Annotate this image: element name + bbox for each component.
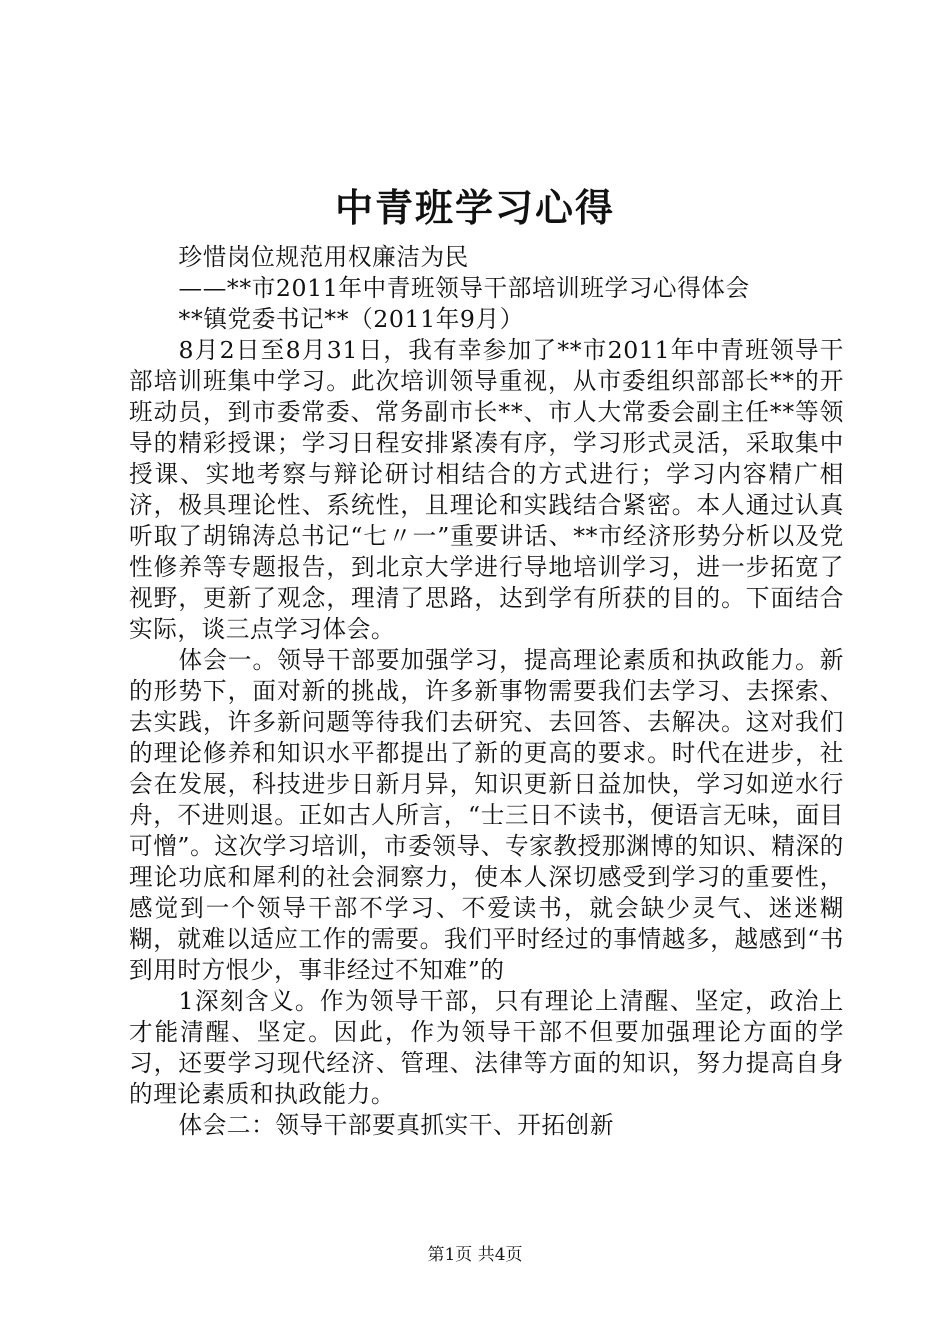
- author-line: **镇党委书记**（2011年9月）: [178, 305, 524, 333]
- paragraph-continuation: 1深刻含义。作为领导干部，只有理论上清醒、坚定，政治上才能清醒、坚定。因此，作为领导干部不但要加强理论方面的学习，还要学习现代经济、管理、法律等方面的知识，努力提高自身的理论素质和执政能力。: [129, 987, 844, 1108]
- paragraph-insight-one: 体会一。领导干部要加强学习，提高理论素质和执政能力。新的形势下，面对新的挑战，许多新事物需要我们去学习、去探索、去实践，许多新问题等待我们去研究、去回答、去解决。这对我们的理论修养和知识水平都提出了新的更高的要求。时代在进步，社会在发展，科技进步日新月异，知识更新日益加快，学习如逆水行舟，不进则退。正如古人所言，“士三日不读书，便语言无味，面目可憎”。这次学习培训，市委领导、专家教授那渊博的知识、精深的理论功底和犀利的社会洞察力，使本人深切感受到学习的重要性，感觉到一个领导干部不学习、不爱读书，就会缺少灵气、迷迷糊糊，就难以适应工作的需要。我们平时经过的事情越多，越感到“书到用时方恨少，事非经过不知难”的: [129, 646, 844, 984]
- subtitle-dash-line: ——**市2011年中青班领导干部培训班学习心得体会: [178, 274, 750, 302]
- paragraph-intro: 8月2日至8月31日，我有幸参加了**市2011年中青班领导干部培训班集中学习。此次培训领导重视，从市委组织部部长**的开班动员，到市委常委、常务副市长**、市人大常委会副主任**等领导的精彩授课；学习日程安排紧凑有序，学习形式灵活，采取集中授课、实地考察与辩论研讨相结合的方式进行；学习内容精广相济，极具理论性、系统性，且理论和实践结合紧密。本人通过认真听取了胡锦涛总书记“七〃一”重要讲话、**市经济形势分析以及党性修养等专题报告，到北京大学进行导地培训学习，进一步拓宽了视野，更新了观念，理清了思路，达到学有所获的目的。下面结合实际，谈三点学习体会。: [129, 336, 844, 643]
- page-footer: 第1页 共4页: [427, 1245, 523, 1265]
- document-title: 中青班学习心得: [334, 185, 615, 230]
- document-body: [129, 242, 844, 1141]
- paragraph-insight-two-heading: 体会二：领导干部要真抓实干、开拓创新: [178, 1111, 615, 1139]
- subtitle-line: 珍惜岗位规范用权廉洁为民: [178, 243, 469, 271]
